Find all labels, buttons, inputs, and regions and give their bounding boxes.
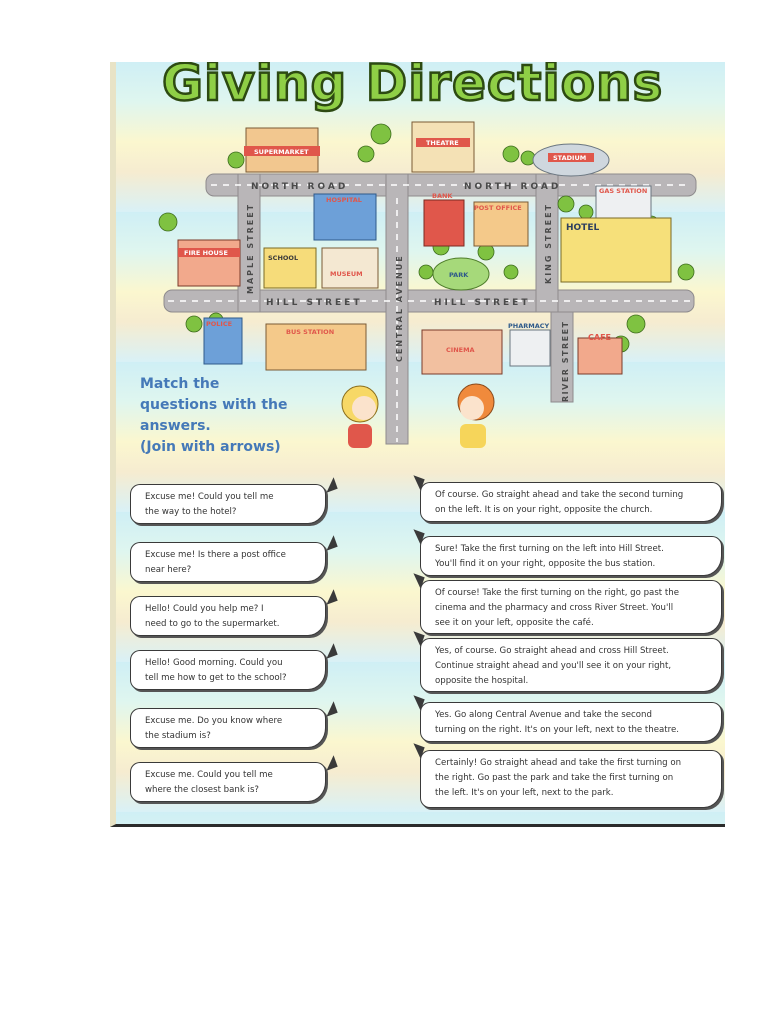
question-bubble-2[interactable]	[130, 542, 326, 582]
building-hotel	[561, 218, 671, 282]
question-text: Excuse me! Is there a post office	[145, 550, 286, 560]
answer-text: on the left. It is on your right, opposite the church.	[435, 505, 653, 515]
svg-text:PHARMACY: PHARMACY	[508, 322, 550, 330]
question-text: the way to the hotel?	[145, 507, 237, 517]
building-cinema	[422, 330, 502, 374]
svg-text:GAS STATION: GAS STATION	[599, 187, 648, 195]
svg-text:HOSPITAL: HOSPITAL	[326, 196, 362, 204]
answer-text: You'll find it on your right, opposite the bus station.	[435, 559, 656, 569]
building-bank	[424, 192, 464, 246]
svg-text:BUS STATION: BUS STATION	[286, 328, 335, 336]
svg-text:MUSEUM: MUSEUM	[330, 270, 363, 278]
question-text: tell me how to get to the school?	[145, 673, 287, 683]
building-cafe	[578, 333, 622, 374]
question-bubble-6[interactable]	[130, 762, 326, 802]
svg-text:STADIUM: STADIUM	[553, 154, 587, 162]
answer-text: Certainly! Go straight ahead and take the first turning on	[435, 758, 682, 768]
river-street-label: RIVER STREET	[561, 320, 570, 402]
answer-text: Of course. Go straight ahead and take the second turning	[435, 490, 684, 500]
answer-text: see it on your left, opposite the café.	[435, 618, 594, 628]
answer-text: cinema and the pharmacy and cross River Street. You'll	[435, 603, 674, 613]
question-text: need to go to the supermarket.	[145, 619, 280, 629]
question-text: the stadium is?	[145, 731, 211, 741]
svg-text:SCHOOL: SCHOOL	[268, 254, 299, 262]
instruction-line: Match the	[140, 376, 220, 392]
svg-text:CINEMA: CINEMA	[446, 346, 475, 354]
building-stadium	[533, 144, 609, 176]
answer-bubble-3[interactable]	[420, 580, 722, 634]
building-bus-station	[266, 324, 366, 370]
question-text: Excuse me. Do you know where	[145, 716, 283, 726]
answer-text: Continue straight ahead and you'll see it on your right,	[435, 661, 672, 671]
building-school	[264, 248, 316, 288]
girl-character	[342, 386, 378, 448]
question-text: Hello! Good morning. Could you	[145, 658, 283, 668]
building-pharmacy	[508, 322, 550, 366]
instruction-line: questions with the	[140, 397, 288, 413]
question-text: Excuse me! Could you tell me	[145, 492, 274, 502]
answer-text: Of course! Take the first turning on the right, go past the	[435, 588, 680, 598]
park	[433, 258, 489, 290]
answer-text: the right. Go past the park and take the first turning on	[435, 773, 674, 783]
instruction-line: (Join with arrows)	[140, 439, 281, 455]
answer-text: Yes. Go along Central Avenue and take the second	[435, 710, 652, 720]
svg-text:HOTEL: HOTEL	[566, 223, 600, 233]
hill-street-label-left: HILL STREET	[266, 298, 363, 308]
answer-bubble-6[interactable]	[420, 750, 722, 808]
question-text: where the closest bank is?	[145, 785, 259, 795]
answer-text: turning on the right. It's on your left, next to the theatre.	[435, 725, 680, 735]
svg-text:BANK: BANK	[432, 192, 453, 200]
answer-text: Yes, of course. Go straight ahead and cross Hill Street.	[435, 646, 669, 656]
svg-text:PARK: PARK	[449, 271, 469, 279]
maple-street-label: MAPLE STREET	[246, 202, 255, 294]
instruction-line: answers.	[140, 418, 211, 434]
worksheet	[110, 62, 725, 827]
answer-text: Sure! Take the first turning on the left into Hill Street.	[435, 544, 664, 554]
central-avenue-label: CENTRAL AVENUE	[395, 254, 404, 362]
building-fire-house	[178, 240, 240, 286]
building-supermarket	[244, 128, 320, 172]
building-police	[204, 318, 242, 364]
instruction-text	[140, 374, 310, 458]
svg-text:POLICE: POLICE	[206, 320, 233, 328]
building-gas-station	[596, 186, 651, 222]
answer-bubble-5[interactable]	[420, 702, 722, 742]
answer-bubble-1[interactable]	[420, 482, 722, 522]
question-bubble-1[interactable]	[130, 484, 326, 524]
svg-text:SUPERMARKET: SUPERMARKET	[254, 148, 309, 156]
question-text: near here?	[145, 565, 192, 575]
north-road-label-right: NORTH ROAD	[464, 182, 562, 192]
king-street-label: KING STREET	[544, 203, 553, 284]
question-text: Excuse me. Could you tell me	[145, 770, 273, 780]
building-hospital	[314, 194, 376, 240]
answer-bubble-2[interactable]	[420, 536, 722, 576]
svg-text:THEATRE: THEATRE	[426, 139, 459, 147]
svg-text:FIRE HOUSE: FIRE HOUSE	[184, 249, 228, 257]
north-road-label-left: NORTH ROAD	[251, 182, 349, 192]
building-theatre	[412, 122, 474, 172]
svg-text:POST OFFICE: POST OFFICE	[474, 204, 522, 212]
building-post-office	[474, 202, 528, 246]
question-bubble-5[interactable]	[130, 708, 326, 748]
svg-text:CAFE: CAFE	[588, 333, 611, 342]
question-bubble-4[interactable]	[130, 650, 326, 690]
answer-bubble-4[interactable]	[420, 638, 722, 692]
page-title: Giving Directions	[162, 62, 664, 112]
question-bubble-3[interactable]	[130, 596, 326, 636]
answer-text: the left. It's on your left, next to the park.	[435, 788, 614, 798]
boy-character	[458, 384, 494, 448]
hill-street-label-right: HILL STREET	[434, 298, 531, 308]
answer-text: opposite the hospital.	[435, 676, 529, 686]
question-text: Hello! Could you help me? I	[145, 604, 264, 614]
building-museum	[322, 248, 378, 288]
